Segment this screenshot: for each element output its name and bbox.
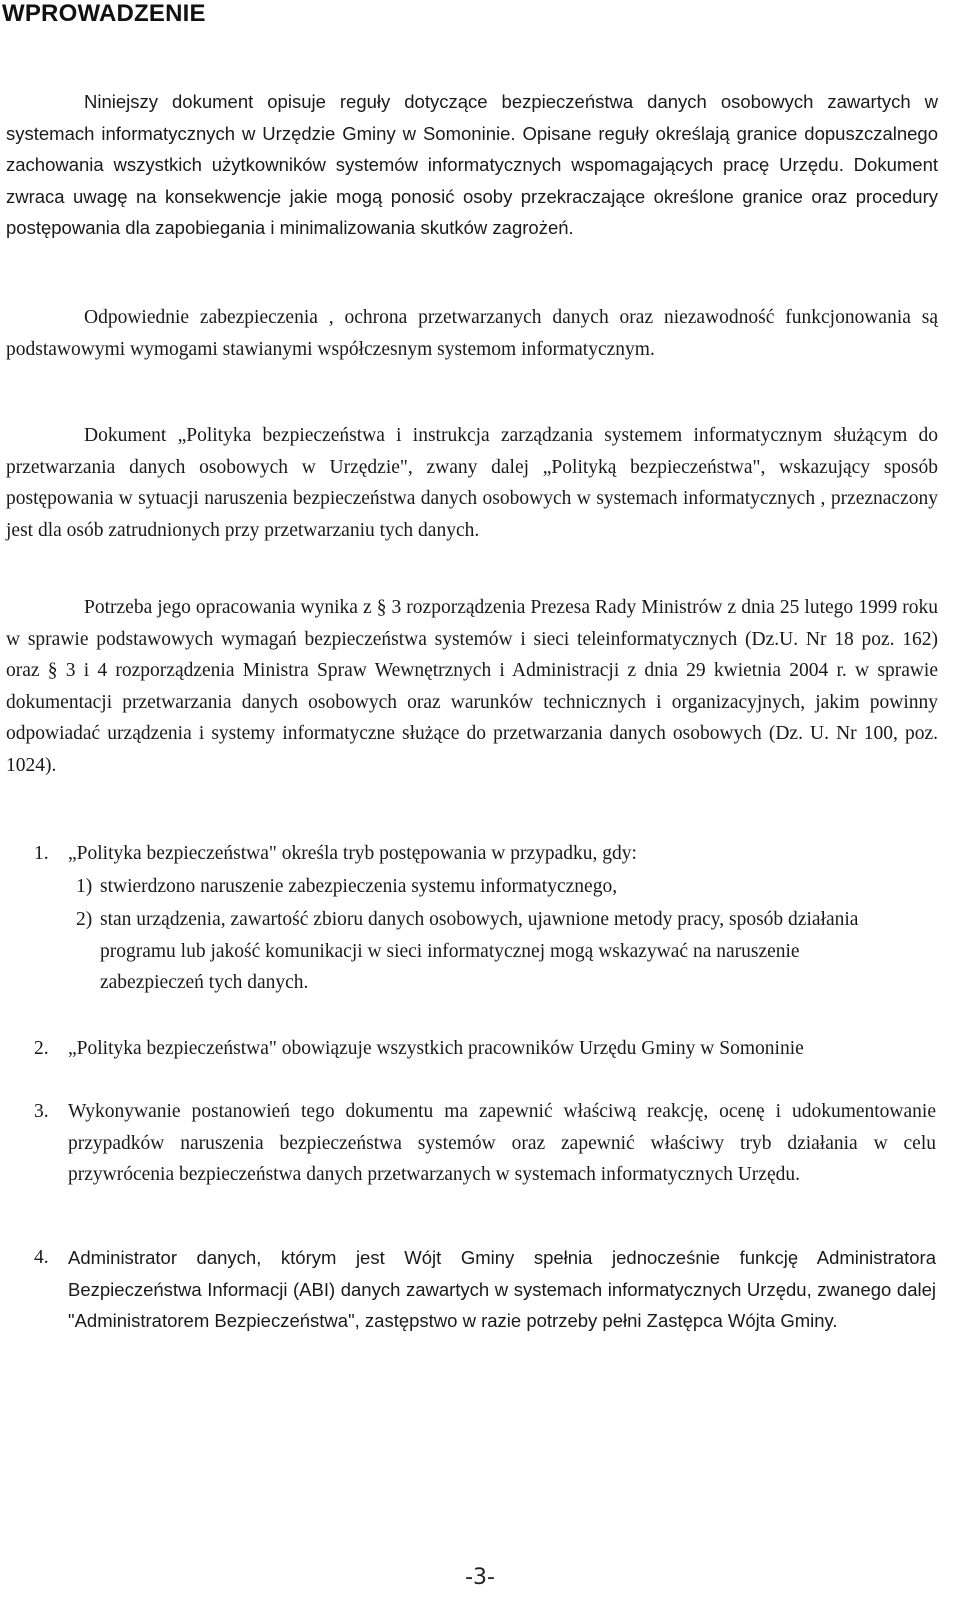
section-heading: WPROWADZENIE	[2, 0, 206, 27]
intro-paragraph: Niniejszy dokument opisuje reguły dotyczące bezpieczeństwa danych osobowych zawartych w systemach informatycznych w Urzędzie Gminy w Somoninie. Opisane reguły określają granice dopuszczalnego zachowania wszystkich użytkowników systemów informatycznych wspomagających pracę Urzędu. Dokument zwraca uwagę na konsekwencje jakie mogą ponosić osoby przekraczające określone granice oraz procedury postępowania dla zapobiegania i minimalizowania skutków zagrożeń.	[6, 91, 938, 238]
page-number: -3-	[465, 1565, 495, 1590]
list-item-number: 3.	[34, 1101, 49, 1122]
list-item-text: „Polityka bezpieczeństwa" określa tryb postępowania w przypadku, gdy:	[68, 843, 637, 864]
list-item-number: 1.	[34, 843, 49, 864]
sub-list-item-text: stan urządzenia, zawartość zbioru danych osobowych, ujawnione metody pracy, sposób działania programu lub jakość komunikacji w sieci informatycznej mogą wskazywać na naruszenie zabezpieczeń tych danych.	[100, 909, 859, 993]
policy-document-paragraph: Dokument „Polityka bezpieczeństwa i instrukcja zarządzania systemem informatycznym służącym do przetwarzania danych osobowych w Urzędzie", zwany dalej „Polityką bezpieczeństwa", wskazujący sposób postępowania w sytuacji naruszenia bezpieczeństwa danych osobowych w systemach informatycznych , przeznaczony jest dla osób zatrudnionych przy przetwarzaniu tych danych.	[6, 425, 938, 541]
list-item-text: „Polityka bezpieczeństwa" obowiązuje wszystkich pracowników Urzędu Gminy w Somoninie	[68, 1038, 804, 1059]
security-requirements-paragraph: Odpowiednie zabezpieczenia , ochrona przetwarzanych danych oraz niezawodność funkcjonowania są podstawowymi wymogami stawianymi współczesnym systemom informatycznym.	[6, 307, 938, 360]
list-item-number: 4.	[34, 1247, 49, 1268]
sub-list-item-text: stwierdzono naruszenie zabezpieczenia systemu informatycznego,	[100, 876, 618, 897]
list-item-text: Wykonywanie postanowień tego dokumentu ma zapewnić właściwą reakcję, ocenę i udokumentowanie przypadków naruszenia bezpieczeństwa systemów oraz zapewnić właściwy tryb działania w celu przywrócenia bezpieczeństwa danych przetwarzanych w systemach informatycznych Urzędu.	[68, 1101, 936, 1185]
sub-list-item-number: 2)	[76, 909, 93, 930]
sub-list-item-number: 1)	[76, 876, 93, 897]
list-item-text: Administrator danych, którym jest Wójt Gminy spełnia jednocześnie funkcję Administratora Bezpieczeństwa Informacji (ABI) danych zawartych w systemach informatycznych Urzędu, zwanego dalej "Administratorem Bezpieczeństwa", zastępstwo w razie potrzeby pełni Zastępca Wójta Gminy.	[68, 1247, 936, 1331]
list-item-number: 2.	[34, 1038, 49, 1059]
legal-basis-paragraph: Potrzeba jego opracowania wynika z § 3 rozporządzenia Prezesa Rady Ministrów z dnia 25 lutego 1999 roku w sprawie podstawowych wymagań bezpieczeństwa systemów i sieci teleinformatycznych (Dz.U. Nr 18 poz. 162) oraz § 3 i 4 rozporządzenia Ministra Spraw Wewnętrznych i Administracji z dnia 29 kwietnia 2004 r. w sprawie dokumentacji przetwarzania danych osobowych oraz warunków technicznych i organizacyjnych, jakim powinny odpowiadać urządzenia i systemy informatyczne służące do przetwarzania danych osobowych (Dz. U. Nr 100, poz. 1024).	[6, 597, 938, 776]
